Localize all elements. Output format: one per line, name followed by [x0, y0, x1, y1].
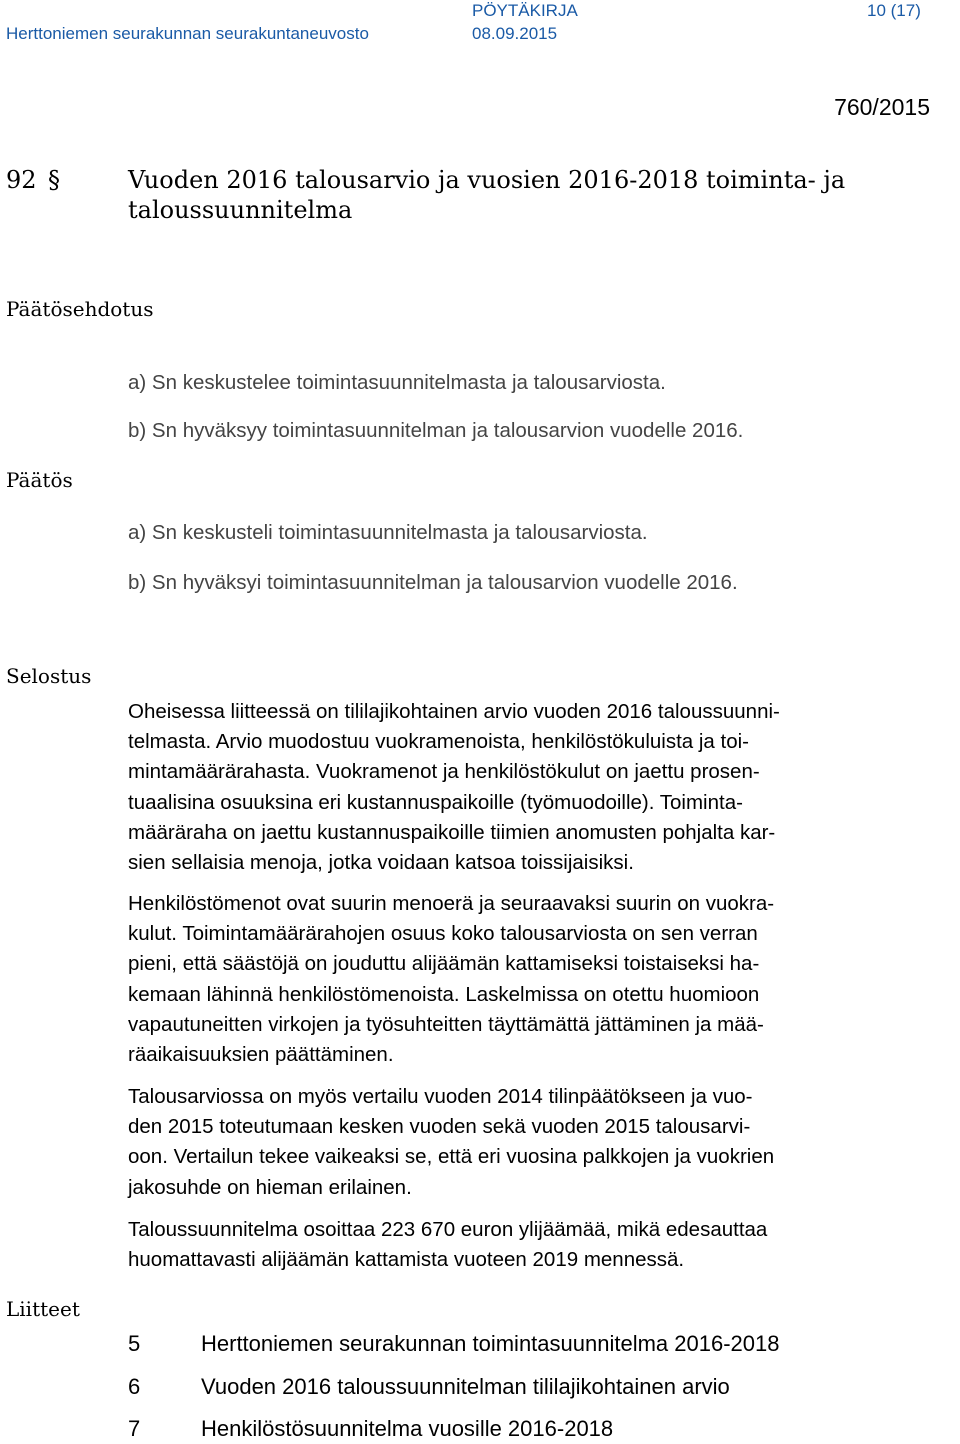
paragraph-line: jakosuhde on hieman erilainen.: [128, 1175, 412, 1199]
header-doc-type: PÖYTÄKIRJA: [472, 1, 578, 20]
explanation-paragraph-1: [128, 697, 928, 878]
paragraph-line: oon. Vertailun tekee vaikeaksi se, että eri vuosina palkkojen ja vuokrien: [128, 1145, 775, 1169]
attachment-number: 7: [128, 1416, 141, 1441]
attachment-title: Vuoden 2016 taloussuunnitelman tililajikohtainen arvio: [201, 1374, 730, 1399]
paragraph-line: Oheisessa liitteessä on tililajikohtainen arvio vuoden 2016 taloussuunni-: [128, 700, 780, 723]
paragraph-line: tuaalisina osuuksina eri kustannuspaikoille (työmuodoille). Toiminta-: [128, 790, 743, 814]
paragraph-line: telmasta. Arvio muodostuu vuokramenoista, henkilöstökuluista ja toi-: [128, 730, 750, 754]
attachment-title: Henkilöstösuunnitelma vuosille 2016-2018: [201, 1416, 614, 1441]
paragraph-line: sien sellaisia menoja, jotka voidaan katsoa toissijaisiksi.: [128, 851, 634, 875]
explanation-paragraph-4: [128, 1215, 928, 1275]
paragraph-line: räaikaisuuksien päättäminen.: [128, 1043, 394, 1067]
paragraph-line: kulut. Toimintamäärärahojen osuus koko talousarviosta on sen verran: [128, 922, 758, 946]
item-title-line1: Vuoden 2016 talousarvio ja vuosien 2016-2018 toiminta- ja: [128, 166, 846, 194]
item-number: 92: [6, 166, 37, 194]
attachment-title: Herttoniemen seurakunnan toimintasuunnitelma 2016-2018: [201, 1331, 780, 1356]
paragraph-line: Henkilöstömenot ovat suurin menoerä ja seuraavaksi suurin on vuokra-: [128, 892, 775, 915]
proposal-item-b: b) Sn hyväksyy toimintasuunnitelman ja talousarvion vuodelle 2016.: [128, 419, 744, 442]
section-sign: §: [48, 166, 60, 194]
paragraph-line: mintamäärärahasta. Vuokramenot ja henkilöstökulut on jaettu prosen-: [128, 760, 760, 784]
paragraph-line: pieni, että säästöjä on jouduttu alijäämän kattamiseksi toistaiseksi ha-: [128, 952, 760, 976]
attachments-label: Liitteet: [6, 1297, 80, 1321]
decision-item-a: a) Sn keskusteli toimintasuunnitelmasta ja talousarviosta.: [128, 521, 648, 544]
explanation-label: Selostus: [6, 664, 92, 688]
header-page-number: 10 (17): [867, 1, 921, 20]
paragraph-line: den 2015 toteutumaan kesken vuoden sekä vuoden 2015 talousarvi-: [128, 1115, 751, 1139]
paragraph-line: kemaan lähinnä henkilöstömenoista. Laskelmissa on otettu huomioon: [128, 982, 760, 1006]
proposal-item-a: a) Sn keskustelee toimintasuunnitelmasta ja talousarviosta.: [128, 371, 666, 394]
decision-item-b: b) Sn hyväksyi toimintasuunnitelman ja talousarvion vuodelle 2016.: [128, 571, 738, 594]
attachment-number: 5: [128, 1331, 141, 1356]
decision-label: Päätös: [6, 468, 73, 492]
item-title-line2: taloussuunnitelma: [128, 196, 353, 224]
reference-number: 760/2015: [834, 94, 930, 120]
proposal-label: Päätösehdotus: [6, 297, 154, 321]
paragraph-line: Taloussuunnitelma osoittaa 223 670 euron ylijäämää, mikä edesauttaa: [128, 1218, 768, 1241]
paragraph-line: vapautuneitten virkojen ja työsuhteitten täyttämättä jättäminen ja mää-: [128, 1012, 764, 1036]
explanation-paragraph-2: [128, 889, 928, 1070]
attachment-number: 6: [128, 1374, 141, 1399]
paragraph-line: Talousarviossa on myös vertailu vuoden 2014 tilinpäätökseen ja vuo-: [128, 1085, 753, 1108]
header-organization: Herttoniemen seurakunnan seurakuntaneuvosto: [6, 24, 369, 43]
paragraph-line: huomattavasti alijäämän kattamista vuoteen 2019 mennessä.: [128, 1248, 685, 1272]
header-date: 08.09.2015: [472, 24, 558, 43]
explanation-paragraph-3: [128, 1082, 928, 1203]
paragraph-line: määräraha on jaettu kustannuspaikoille tiimien anomusten pohjalta kar-: [128, 820, 776, 844]
